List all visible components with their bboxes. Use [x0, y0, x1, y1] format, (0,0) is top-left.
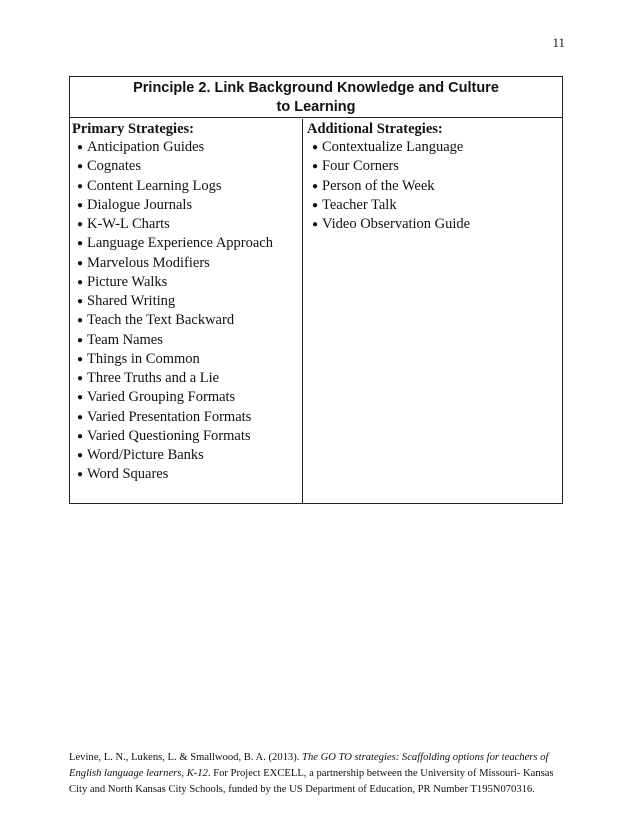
bullet-icon: ● [77, 238, 84, 250]
bullet-icon: ● [77, 180, 84, 192]
list-item-label: Anticipation Guides [87, 139, 205, 155]
bullet-icon: ● [77, 469, 84, 481]
primary-strategies-column [70, 119, 303, 503]
list-item-label: Things in Common [87, 350, 200, 367]
list-item-label: Dialogue Journals [87, 196, 193, 213]
list-item-label: Teach the Text Backward [87, 312, 235, 329]
list-item [77, 388, 302, 407]
bullet-icon: ● [77, 142, 84, 153]
list-item [77, 177, 302, 196]
bullet-icon: ● [77, 257, 84, 269]
list-item-label: Content Learning Logs [87, 177, 222, 194]
list-item-label: Contextualize Language [322, 139, 464, 155]
citation-authors: Levine, L. N., Lukens, L. & Smallwood, B. A. (2013). [69, 752, 303, 763]
list-item [77, 331, 302, 350]
list-item [312, 138, 562, 157]
list-item-label: Word/Picture Banks [87, 447, 204, 463]
list-item [77, 446, 302, 465]
additional-strategies-heading: Additional Strategies: [307, 121, 443, 137]
additional-strategies-list [307, 138, 562, 234]
list-item [77, 408, 302, 427]
table-title-line-1: Principle 2. Link Background Knowledge and Culture [133, 80, 499, 96]
page-number: 11 [552, 35, 565, 50]
list-item [77, 311, 302, 330]
list-item-label: Teacher Talk [322, 196, 397, 213]
bullet-icon: ● [77, 430, 84, 442]
list-item-label: Marvelous Modifiers [87, 254, 210, 271]
list-item-label: Varied Questioning Formats [87, 427, 251, 444]
list-item-label: Word Squares [87, 466, 169, 483]
table-title-line-2: to Learning [276, 99, 356, 115]
list-item-label: K-W-L Charts [87, 216, 170, 232]
bullet-icon: ● [312, 142, 319, 153]
list-item [77, 254, 302, 273]
bullet-icon: ● [312, 199, 319, 211]
list-item-label: Three Truths and a Lie [87, 370, 220, 386]
list-item-label: Language Experience Approach [87, 235, 273, 252]
list-item [77, 234, 302, 253]
list-item-label: Person of the Week [322, 177, 435, 194]
citation-title: The GO TO strategies: Scaffolding options for teachers of English language learners, K-12 [69, 752, 549, 779]
citation-details: . For Project EXCELL, a partnership between the University of Missouri- Kansas City and North Kansas City Schools, funded by the US Department of Education, PR Number T195N070316. [69, 768, 554, 795]
bullet-icon: ● [77, 219, 84, 230]
list-item-label: Varied Presentation Formats [87, 408, 252, 425]
list-item-label: Picture Walks [87, 273, 168, 290]
list-item [77, 215, 302, 234]
list-item-label: Team Names [87, 331, 163, 348]
list-item-label: Video Observation Guide [322, 216, 471, 232]
list-item [77, 273, 302, 292]
bullet-icon: ● [77, 334, 84, 346]
list-item [77, 350, 302, 369]
bullet-icon: ● [77, 373, 84, 384]
list-item [77, 196, 302, 215]
list-item [77, 138, 302, 157]
list-item-label: Varied Grouping Formats [87, 389, 236, 406]
bullet-icon: ● [77, 276, 84, 288]
list-item [77, 369, 302, 388]
list-item [312, 177, 562, 196]
bullet-icon: ● [77, 296, 84, 307]
primary-strategies-heading: Primary Strategies: [72, 121, 194, 137]
bullet-icon: ● [77, 450, 84, 461]
bullet-icon: ● [77, 199, 84, 211]
citation [69, 750, 569, 798]
list-item [312, 215, 562, 234]
list-item-label: Shared Writing [87, 293, 176, 309]
strategies-table [69, 76, 563, 504]
bullet-icon: ● [312, 161, 319, 173]
list-item [312, 196, 562, 215]
list-item [77, 157, 302, 176]
bullet-icon: ● [77, 353, 84, 365]
list-item-label: Cognates [87, 158, 141, 175]
list-item [77, 465, 302, 484]
bullet-icon: ● [77, 392, 84, 404]
primary-strategies-list [72, 138, 302, 485]
bullet-icon: ● [77, 315, 84, 327]
list-item [77, 292, 302, 311]
additional-strategies-column [303, 119, 562, 503]
bullet-icon: ● [77, 161, 84, 173]
table-title [70, 77, 562, 118]
bullet-icon: ● [77, 411, 84, 423]
bullet-icon: ● [312, 180, 319, 192]
list-item [77, 427, 302, 446]
bullet-icon: ● [312, 219, 319, 230]
list-item-label: Four Corners [322, 158, 399, 175]
list-item [312, 157, 562, 176]
